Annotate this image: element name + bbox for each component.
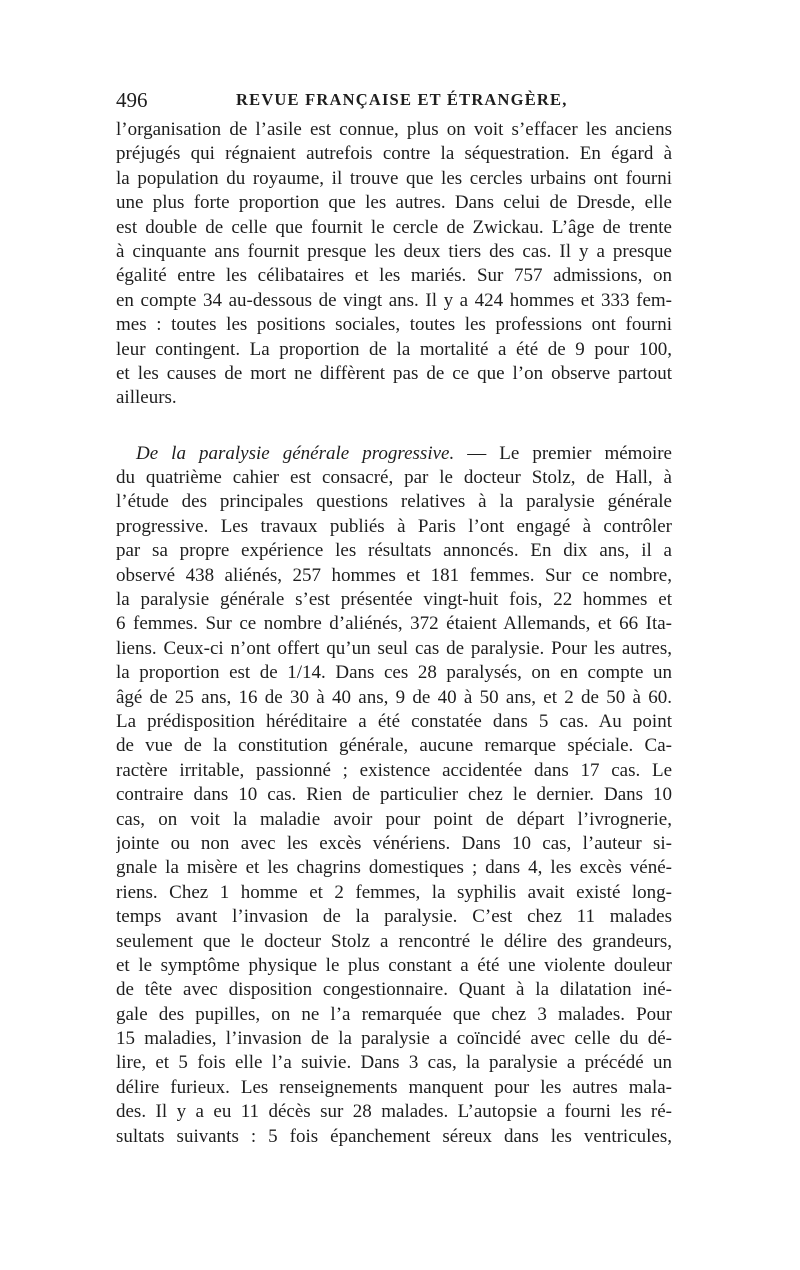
- text-line: âgé de 25 ans, 16 de 30 à 40 ans, 9 de 40 à 50 ans, et 2 de 50 à 60.: [116, 686, 672, 708]
- text-line: jointe ou non avec les excès vénériens. Dans 10 cas, l’auteur si-: [116, 832, 672, 854]
- text-line: une plus forte proportion que les autres. Dans celui de Dresde, elle: [116, 192, 672, 214]
- text-line: seulement que le docteur Stolz a rencontré le délire des grandeurs,: [116, 930, 672, 952]
- page-header: [116, 82, 672, 118]
- text-line: gnale la misère et les chagrins domestiques ; dans 4, les excès véné-: [116, 857, 672, 879]
- text-line: la proportion est de 1/14. Dans ces 28 paralysés, on en compte un: [116, 662, 672, 684]
- text-line: l’étude des principales questions relatives à la paralysie générale: [116, 491, 672, 513]
- text-line: de tête avec disposition congestionnaire. Quant à la dilatation iné-: [116, 979, 672, 1001]
- text-line: et les causes de mort ne diffèrent pas de ce que l’on observe partout: [116, 362, 672, 384]
- text-line: contraire dans 10 cas. Rien de particulier chez le dernier. Dans 10: [116, 784, 672, 806]
- running-title: REVUE FRANÇAISE ET ÉTRANGÈRE,: [236, 90, 568, 109]
- text-line: leur contingent. La proportion de la mortalité a été de 9 pour 100,: [116, 338, 672, 360]
- text-line: temps avant l’invasion de la paralysie. C’est chez 11 malades: [116, 906, 672, 928]
- text-line: des. Il y a eu 11 décès sur 28 malades. L’autopsie a fourni les ré-: [116, 1101, 672, 1123]
- text-line: l’organisation de l’asile est connue, plus on voit s’effacer les anciens: [116, 119, 672, 140]
- text-line: riens. Chez 1 homme et 2 femmes, la syphilis avait existé long-: [116, 881, 672, 903]
- paragraph-gap: [116, 411, 672, 442]
- text-line: observé 438 aliénés, 257 hommes et 181 femmes. Sur ce nombre,: [116, 564, 672, 586]
- text-line: et le symptôme physique le plus constant a été une violente douleur: [116, 954, 672, 976]
- section-title: De la paralysie générale progressive.: [136, 442, 455, 464]
- text-line: la population du royaume, il trouve que les cercles urbains ont fourni: [116, 167, 672, 189]
- text-line: ractère irritable, passionné ; existence accidentée dans 17 cas. Le: [116, 759, 672, 781]
- text-line: mes : toutes les positions sociales, toutes les professions ont fourni: [116, 314, 672, 336]
- section-first-line: [116, 442, 672, 466]
- text-line: égalité entre les célibataires et les mariés. Sur 757 admissions, on: [116, 265, 672, 287]
- text-line: liens. Ceux-ci n’ont offert qu’un seul cas de paralysie. Pour les autres,: [116, 637, 672, 659]
- paragraph-general-paralysis: [116, 442, 672, 1149]
- text-line: sultats suivants : 5 fois épanchement séreux dans les ventricules,: [116, 1125, 672, 1147]
- book-page: [116, 82, 672, 1149]
- section-first-line-text: — Le premier mémoire: [454, 442, 672, 464]
- text-line: gale des pupilles, on ne l’a remarquée que chez 3 malades. Pour: [116, 1003, 672, 1025]
- text-line: lire, et 5 fois elle l’a suivie. Dans 3 cas, la paralysie a précédé un: [116, 1052, 672, 1074]
- text-line: du quatrième cahier est consacré, par le docteur Stolz, de Hall, à: [116, 467, 672, 489]
- paragraph-asylum-statistics: [116, 118, 672, 411]
- text-line: cas, on voit la maladie avoir pour point de départ l’ivrognerie,: [116, 808, 672, 830]
- text-line: de vue de la constitution générale, aucune remarque spéciale. Ca-: [116, 735, 672, 757]
- text-line: La prédisposition héréditaire a été constatée dans 5 cas. Au point: [116, 710, 672, 732]
- text-line: est double de celle que fournit le cercle de Zwickau. L’âge de trente: [116, 216, 672, 238]
- page-number: 496: [116, 88, 148, 112]
- text-line: préjugés qui régnaient autrefois contre la séquestration. En égard à: [116, 143, 672, 165]
- text-line: par sa propre expérience les résultats annoncés. En dix ans, il a: [116, 540, 672, 562]
- text-line: délire furieux. Les renseignements manquent pour les autres mala-: [116, 1076, 672, 1098]
- text-line: la paralysie générale s’est présentée vingt-huit fois, 22 hommes et: [116, 589, 672, 611]
- text-line: ailleurs.: [116, 387, 177, 409]
- text-line: en compte 34 au-dessous de vingt ans. Il y a 424 hommes et 333 fem-: [116, 289, 672, 311]
- text-line: à cinquante ans fournit presque les deux tiers des cas. Il y a presque: [116, 240, 672, 262]
- text-line: progressive. Les travaux publiés à Paris l’ont engagé à contrôler: [116, 515, 672, 537]
- text-line: 6 femmes. Sur ce nombre d’aliénés, 372 étaient Allemands, et 66 Ita-: [116, 613, 672, 635]
- text-line: 15 maladies, l’invasion de la paralysie a coïncidé avec celle du dé-: [116, 1028, 672, 1050]
